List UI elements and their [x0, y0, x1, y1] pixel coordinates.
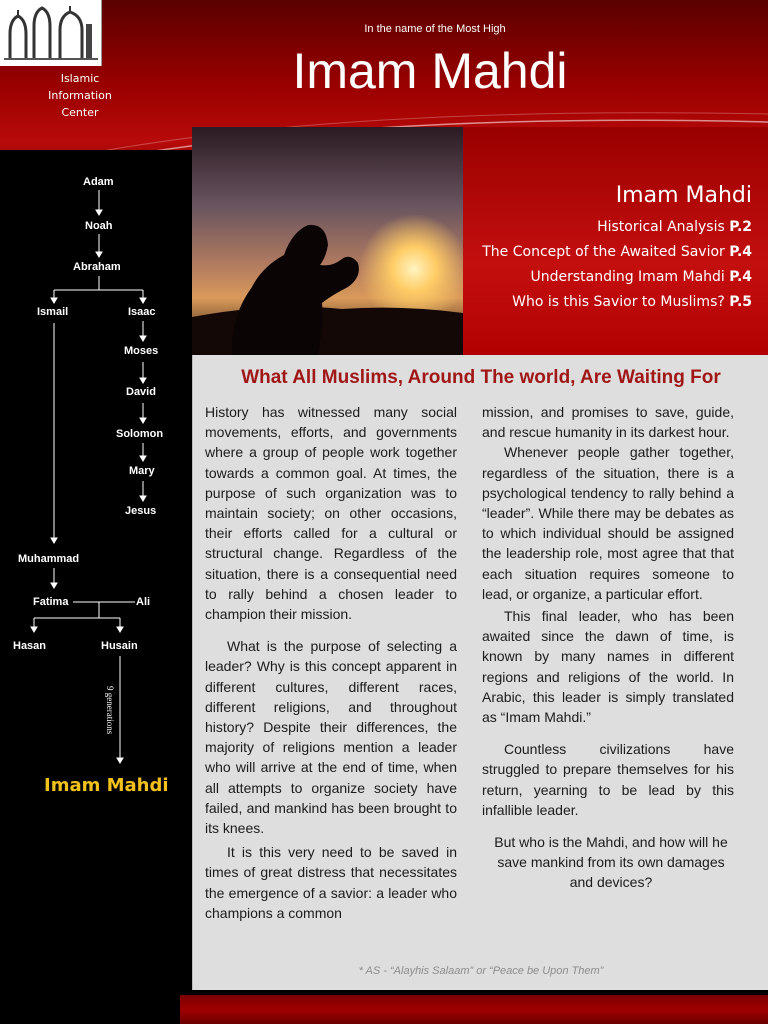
tree-node-mary: Mary: [129, 465, 155, 477]
article-column-left: [205, 402, 457, 923]
logo: [0, 0, 102, 66]
toc-item[interactable]: [482, 215, 752, 240]
toc-item[interactable]: [482, 240, 752, 265]
tree-node-adam: Adam: [83, 176, 114, 188]
tree-node-solomon: Solomon: [116, 428, 164, 440]
toc-list: [482, 215, 752, 315]
table-of-contents: [463, 127, 768, 355]
article-paragraph: What is the purpose of selecting a leader? Why is this concept apparent in different cultures, different races, different religions, and throughout history? Despite their differences, the majority of religions mention a leader who will arrive at the end of time, when all attempts to organize society have failed, and mankind has been brought to its knees.: [205, 638, 457, 837]
generations-label: 9 generations: [105, 686, 115, 735]
article-paragraph: Countless civilizations have struggled to prepare themselves for his return, yearning to be lead by this infallible leader.: [482, 741, 734, 818]
tree-node-jesus: Jesus: [125, 505, 157, 517]
org-name-line: Information: [48, 89, 112, 102]
toc-title: Imam Mahdi: [615, 183, 752, 208]
footnote: * AS - “Alayhis Salaam” or “Peace be Upon Them”: [358, 965, 604, 977]
toc-item-label: Who is this Savior to Muslims?: [512, 294, 725, 310]
article-paragraph: Whenever people gather together, regardless of the situation, there is a psychological tendency to rally behind a “leader”. While there may be debates as to which individual should be assigned the leadership role, most agree that that each situation requires someone to lead, or organize, a particular effort.: [482, 444, 734, 602]
family-tree-lines: [0, 150, 192, 850]
tree-node-imam-mahdi: Imam Mahdi: [44, 775, 169, 796]
tree-node-fatima: Fatima: [33, 596, 69, 608]
article: [192, 355, 768, 990]
hero-photo: [192, 127, 463, 355]
tree-node-ali: Ali: [136, 596, 151, 608]
tagline: In the name of the Most High: [364, 23, 506, 35]
tree-node-david: David: [126, 386, 156, 398]
toc-item-page: P.4: [729, 269, 752, 285]
page-title: Imam Mahdi: [292, 43, 568, 99]
logo-mark-icon: [4, 4, 98, 62]
praying-silhouette-image: [192, 127, 463, 355]
tree-node-hasan: Hasan: [13, 640, 47, 652]
article-headline: What All Muslims, Around The world, Are Waiting For: [241, 367, 721, 388]
tree-node-isaac: Isaac: [128, 306, 156, 318]
article-paragraph: But who is the Mahdi, and how will he save mankind from its own damages and devices?: [494, 834, 728, 891]
tree-node-ismail: Ismail: [37, 306, 69, 318]
toc-item-label: The Concept of the Awaited Savior: [482, 244, 725, 260]
org-name-line: Islamic: [60, 72, 100, 85]
org-name-line: Center: [61, 106, 99, 119]
toc-item-page: P.4: [729, 244, 752, 260]
toc-item-page: P.2: [729, 219, 752, 235]
toc-item-label: Historical Analysis: [597, 219, 725, 235]
tree-node-moses: Moses: [124, 345, 159, 357]
article-paragraph: mission, and promises to save, guide, and rescue humanity in its darkest hour.: [482, 404, 734, 441]
toc-item[interactable]: [482, 290, 752, 315]
article-paragraph: History has witnessed many social movements, efforts, and governments where a group of people work together towards a common goal. At times, the purpose of such organization was to maintain society; on other occasions, their efforts called for a cultural or structural change. Regardless of the situation, there is a consequential need to rally behind a chosen leader to champion their mission.: [205, 404, 457, 623]
tree-node-noah: Noah: [85, 220, 113, 232]
article-column-right: [482, 402, 734, 893]
article-paragraph: This final leader, who has been awaited since the dawn of time, is known by many names in different regions and religions of the world. In Arabic, this leader is simply translated as “Imam Mahdi.”: [482, 608, 734, 726]
tree-node-abraham: Abraham: [73, 261, 121, 273]
family-tree-sidebar: [0, 150, 192, 1024]
article-paragraph: It is this very need to be saved in times of great distress that necessitates the emergence of a savior: a leader who champions a common: [205, 844, 457, 921]
toc-item-label: Understanding Imam Mahdi: [530, 269, 725, 285]
toc-item-page: P.5: [729, 294, 752, 310]
tree-node-husain: Husain: [101, 640, 138, 652]
footer-band: [180, 995, 768, 1024]
tree-node-muhammad: Muhammad: [18, 553, 80, 565]
toc-item[interactable]: [482, 265, 752, 290]
